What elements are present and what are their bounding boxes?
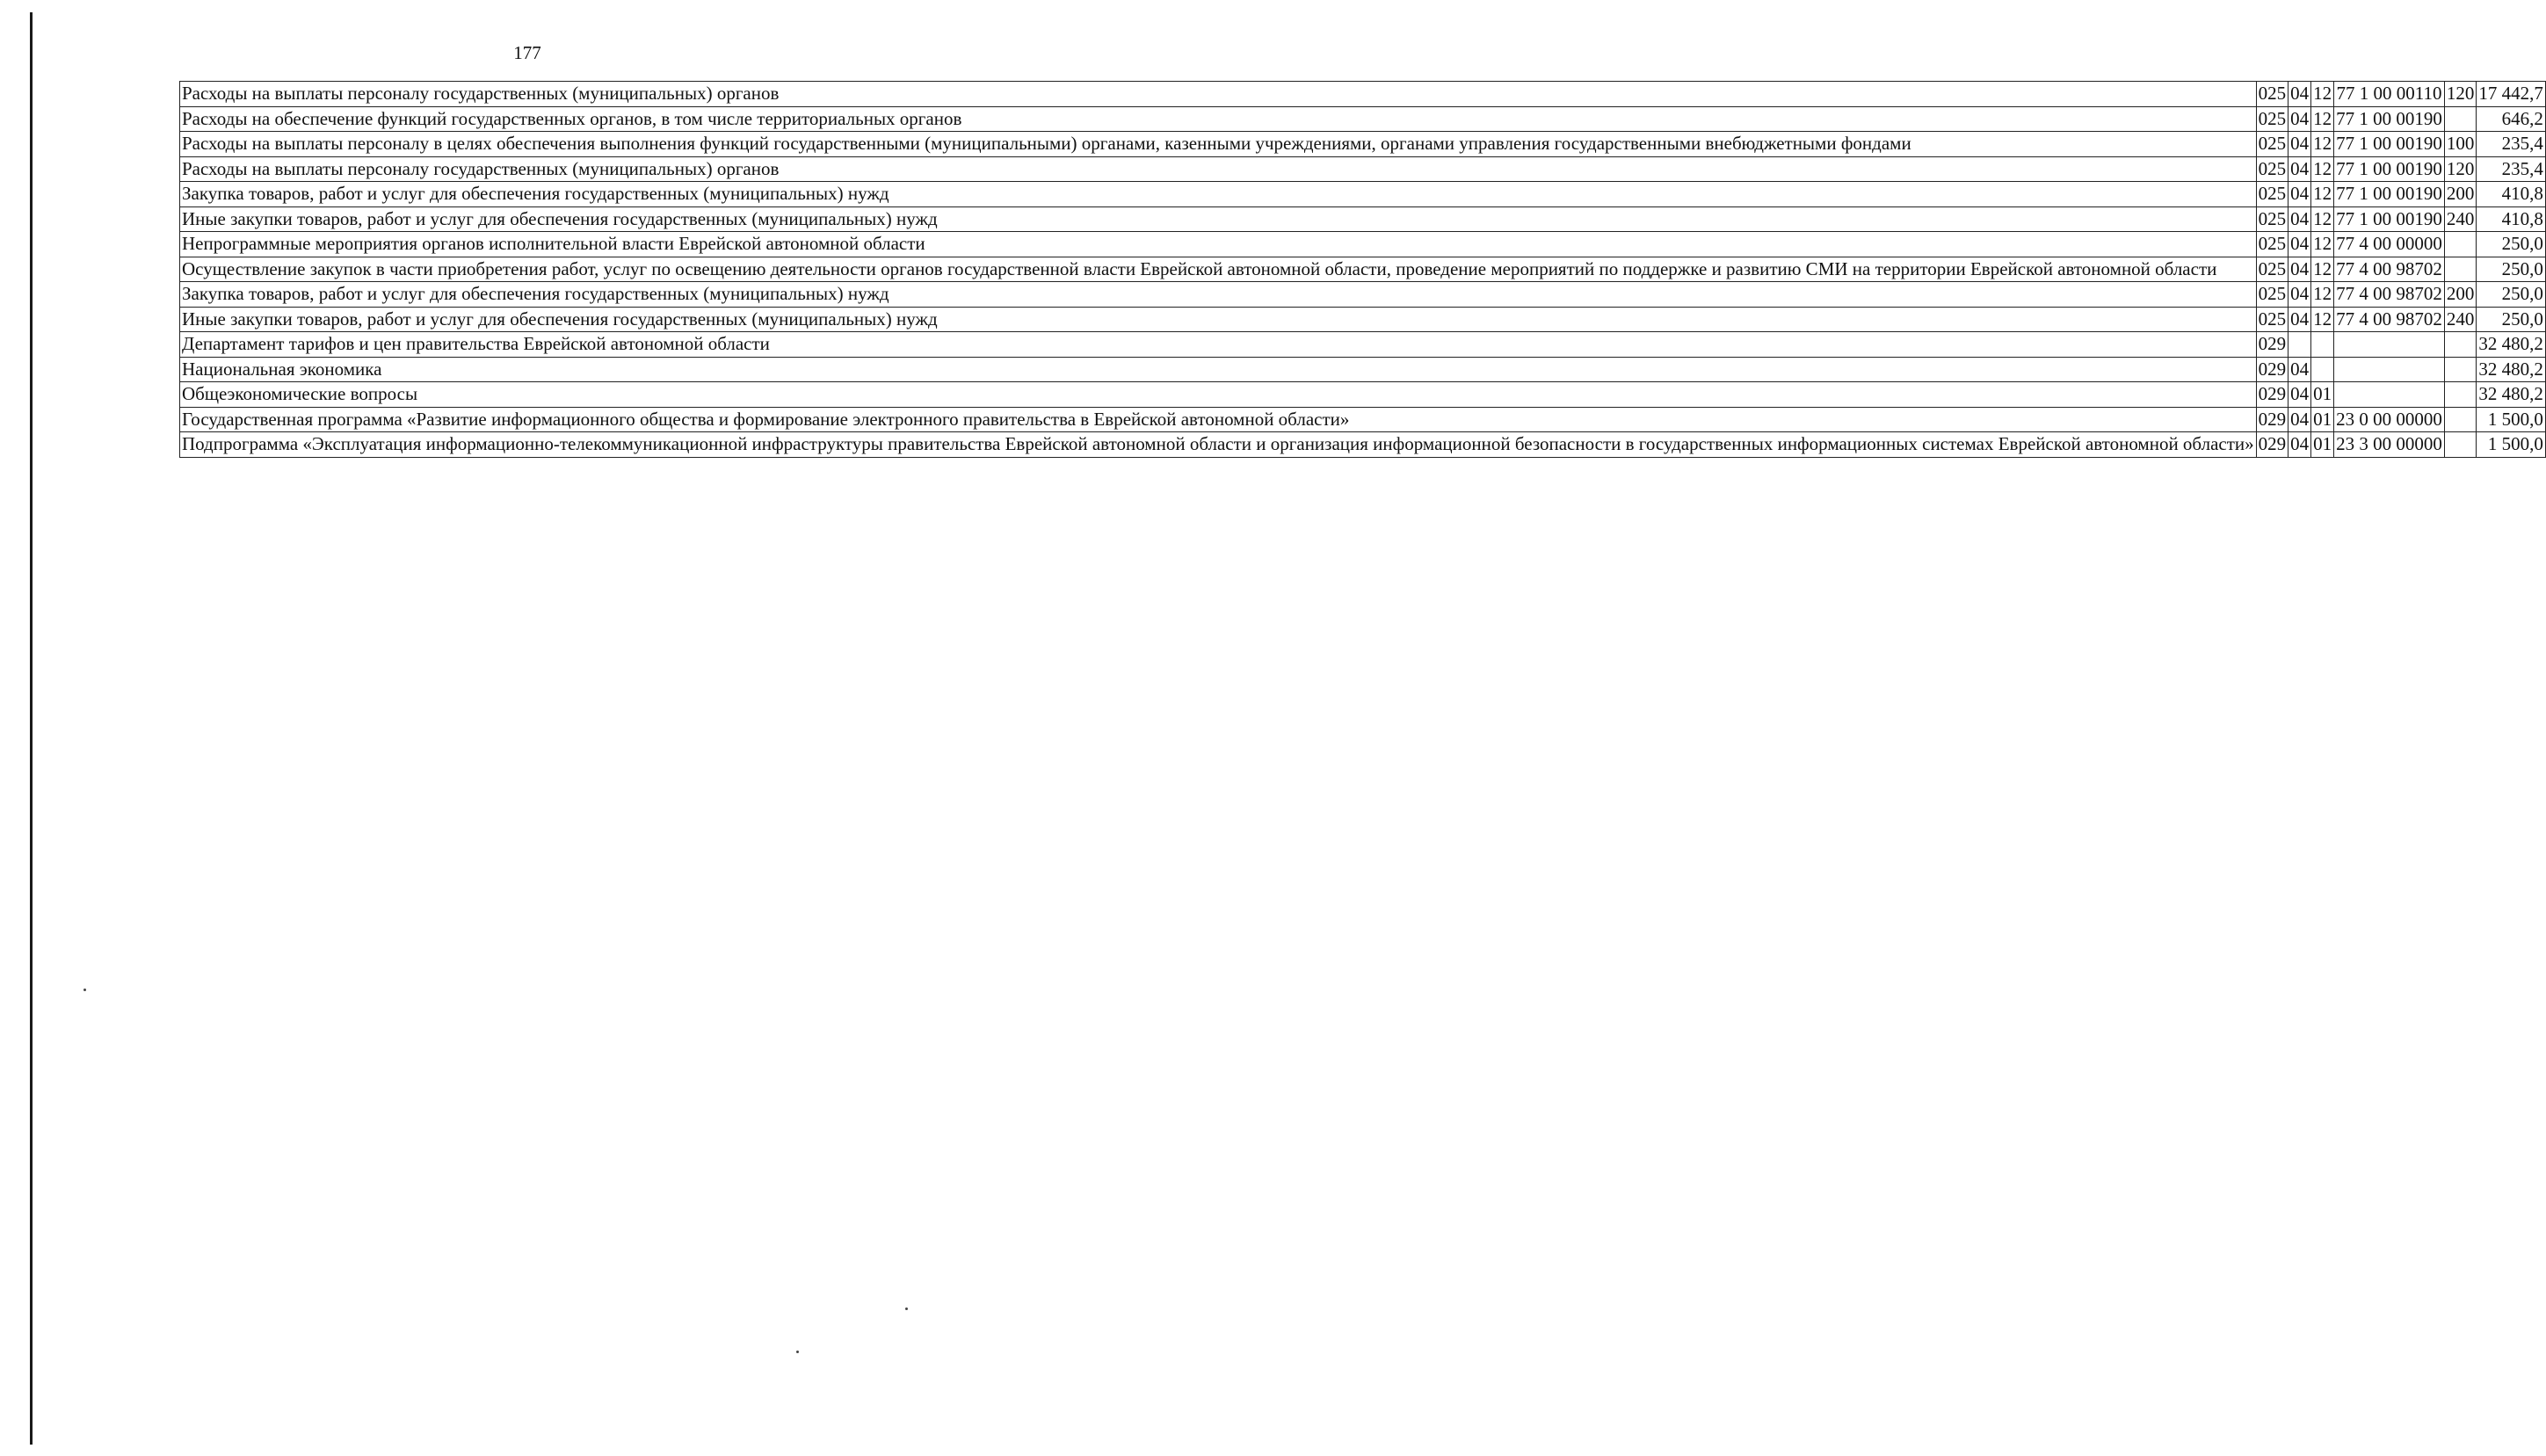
section-code-cell: 04 xyxy=(2288,182,2311,207)
table-row xyxy=(180,232,2546,257)
target-item-code-cell: 77 4 00 98702 xyxy=(2334,257,2445,282)
section-code-cell: 04 xyxy=(2288,307,2311,332)
grbs-code-cell: 025 xyxy=(2256,106,2288,132)
row-name-cell: Иные закупки товаров, работ и услуг для обеспечения государственных (муниципальных) нужд xyxy=(180,307,2257,332)
amount-cell: 32 480,2 xyxy=(2477,382,2546,408)
expense-type-cell xyxy=(2444,332,2477,358)
expense-type-cell xyxy=(2444,232,2477,257)
target-item-code-cell xyxy=(2334,382,2445,408)
amount-cell: 235,4 xyxy=(2477,132,2546,157)
target-item-code-cell xyxy=(2334,332,2445,358)
amount-cell: 410,8 xyxy=(2477,182,2546,207)
amount-cell: 1 500,0 xyxy=(2477,407,2546,432)
row-name-cell: Закупка товаров, работ и услуг для обеспечения государственных (муниципальных) нужд xyxy=(180,182,2257,207)
row-name-cell: Осуществление закупок в части приобретения работ, услуг по освещению деятельности органов государственной власти Еврейской автономной области, проведение мероприятий по поддержке и развитию СМИ на территории Еврейской автономной области xyxy=(180,257,2257,282)
row-name-cell: Непрограммные мероприятия органов исполнительной власти Еврейской автономной области xyxy=(180,232,2257,257)
row-name-cell: Расходы на выплаты персоналу государственных (муниципальных) органов xyxy=(180,82,2257,107)
expense-type-cell: 200 xyxy=(2444,182,2477,207)
target-item-code-cell: 77 1 00 00190 xyxy=(2334,182,2445,207)
amount-cell: 32 480,2 xyxy=(2477,332,2546,358)
expense-type-cell: 120 xyxy=(2444,156,2477,182)
amount-cell: 250,0 xyxy=(2477,232,2546,257)
amount-cell: 235,4 xyxy=(2477,156,2546,182)
grbs-code-cell: 025 xyxy=(2256,232,2288,257)
expense-type-cell: 100 xyxy=(2444,132,2477,157)
row-name-cell: Закупка товаров, работ и услуг для обеспечения государственных (муниципальных) нужд xyxy=(180,282,2257,308)
target-item-code-cell: 77 1 00 00190 xyxy=(2334,106,2445,132)
table-row xyxy=(180,382,2546,408)
row-name-cell: Национальная экономика xyxy=(180,357,2257,382)
row-name-cell: Подпрограмма «Эксплуатация информационно-телекоммуникационной инфраструктуры правительства Еврейской автономной области и организация информационной безопасности в государственных информационных системах Еврейской автономной области» xyxy=(180,432,2257,458)
section-code-cell: 04 xyxy=(2288,257,2311,282)
grbs-code-cell: 025 xyxy=(2256,132,2288,157)
target-item-code-cell: 77 1 00 00190 xyxy=(2334,156,2445,182)
target-item-code-cell: 77 1 00 00190 xyxy=(2334,132,2445,157)
page-number: 177 xyxy=(513,42,541,63)
expense-type-cell xyxy=(2444,357,2477,382)
amount-cell: 1 500,0 xyxy=(2477,432,2546,458)
target-item-code-cell: 77 1 00 00190 xyxy=(2334,206,2445,232)
budget-table xyxy=(179,81,2546,458)
subsection-code-cell: 01 xyxy=(2311,382,2334,408)
grbs-code-cell: 025 xyxy=(2256,257,2288,282)
table-row xyxy=(180,307,2546,332)
amount-cell: 32 480,2 xyxy=(2477,357,2546,382)
expense-type-cell: 120 xyxy=(2444,82,2477,107)
table-row xyxy=(180,257,2546,282)
subsection-code-cell xyxy=(2311,332,2334,358)
section-code-cell: 04 xyxy=(2288,282,2311,308)
section-code-cell: 04 xyxy=(2288,357,2311,382)
subsection-code-cell: 12 xyxy=(2311,206,2334,232)
target-item-code-cell: 77 4 00 00000 xyxy=(2334,232,2445,257)
subsection-code-cell: 12 xyxy=(2311,307,2334,332)
subsection-code-cell: 12 xyxy=(2311,132,2334,157)
grbs-code-cell: 029 xyxy=(2256,407,2288,432)
subsection-code-cell: 12 xyxy=(2311,232,2334,257)
section-code-cell: 04 xyxy=(2288,432,2311,458)
grbs-code-cell: 029 xyxy=(2256,332,2288,358)
subsection-code-cell: 12 xyxy=(2311,82,2334,107)
table-row xyxy=(180,182,2546,207)
expense-type-cell: 240 xyxy=(2444,307,2477,332)
expense-type-cell: 200 xyxy=(2444,282,2477,308)
amount-cell: 410,8 xyxy=(2477,206,2546,232)
grbs-code-cell: 029 xyxy=(2256,382,2288,408)
table-row xyxy=(180,156,2546,182)
subsection-code-cell: 01 xyxy=(2311,432,2334,458)
table-row xyxy=(180,282,2546,308)
section-code-cell: 04 xyxy=(2288,407,2311,432)
section-code-cell: 04 xyxy=(2288,382,2311,408)
amount-cell: 250,0 xyxy=(2477,282,2546,308)
expense-type-cell xyxy=(2444,106,2477,132)
row-name-cell: Иные закупки товаров, работ и услуг для обеспечения государственных (муниципальных) нужд xyxy=(180,206,2257,232)
row-name-cell: Департамент тарифов и цен правительства Еврейской автономной области xyxy=(180,332,2257,358)
subsection-code-cell: 12 xyxy=(2311,106,2334,132)
expense-type-cell xyxy=(2444,257,2477,282)
section-code-cell xyxy=(2288,332,2311,358)
grbs-code-cell: 025 xyxy=(2256,82,2288,107)
subsection-code-cell: 12 xyxy=(2311,257,2334,282)
expense-type-cell: 240 xyxy=(2444,206,2477,232)
grbs-code-cell: 025 xyxy=(2256,307,2288,332)
subsection-code-cell: 12 xyxy=(2311,282,2334,308)
target-item-code-cell: 77 1 00 00110 xyxy=(2334,82,2445,107)
target-item-code-cell: 23 0 00 00000 xyxy=(2334,407,2445,432)
scan-speck xyxy=(83,989,86,991)
grbs-code-cell: 025 xyxy=(2256,156,2288,182)
section-code-cell: 04 xyxy=(2288,106,2311,132)
subsection-code-cell xyxy=(2311,357,2334,382)
row-name-cell: Расходы на обеспечение функций государственных органов, в том числе территориальных органов xyxy=(180,106,2257,132)
grbs-code-cell: 025 xyxy=(2256,282,2288,308)
table-row xyxy=(180,357,2546,382)
target-item-code-cell xyxy=(2334,357,2445,382)
grbs-code-cell: 029 xyxy=(2256,357,2288,382)
table-row xyxy=(180,82,2546,107)
table-row xyxy=(180,432,2546,458)
section-code-cell: 04 xyxy=(2288,82,2311,107)
target-item-code-cell: 77 4 00 98702 xyxy=(2334,307,2445,332)
table-row xyxy=(180,106,2546,132)
amount-cell: 250,0 xyxy=(2477,307,2546,332)
subsection-code-cell: 12 xyxy=(2311,182,2334,207)
expense-type-cell xyxy=(2444,432,2477,458)
grbs-code-cell: 025 xyxy=(2256,182,2288,207)
grbs-code-cell: 025 xyxy=(2256,206,2288,232)
grbs-code-cell: 029 xyxy=(2256,432,2288,458)
target-item-code-cell: 77 4 00 98702 xyxy=(2334,282,2445,308)
scan-speck xyxy=(905,1308,908,1310)
subsection-code-cell: 12 xyxy=(2311,156,2334,182)
row-name-cell: Государственная программа «Развитие информационного общества и формирование электронного правительства в Еврейской автономной области» xyxy=(180,407,2257,432)
amount-cell: 250,0 xyxy=(2477,257,2546,282)
section-code-cell: 04 xyxy=(2288,232,2311,257)
row-name-cell: Расходы на выплаты персоналу государственных (муниципальных) органов xyxy=(180,156,2257,182)
scan-speck xyxy=(796,1351,799,1353)
scan-edge-line xyxy=(30,12,33,1445)
section-code-cell: 04 xyxy=(2288,206,2311,232)
table-row xyxy=(180,132,2546,157)
table-row xyxy=(180,407,2546,432)
section-code-cell: 04 xyxy=(2288,132,2311,157)
table-row xyxy=(180,332,2546,358)
amount-cell: 646,2 xyxy=(2477,106,2546,132)
amount-cell: 17 442,7 xyxy=(2477,82,2546,107)
table-row xyxy=(180,206,2546,232)
budget-table-body xyxy=(180,82,2546,458)
expense-type-cell xyxy=(2444,407,2477,432)
row-name-cell: Расходы на выплаты персоналу в целях обеспечения выполнения функций государственными (муниципальными) органами, казенными учреждениями, органами управления государственными внебюджетными фондами xyxy=(180,132,2257,157)
section-code-cell: 04 xyxy=(2288,156,2311,182)
target-item-code-cell: 23 3 00 00000 xyxy=(2334,432,2445,458)
subsection-code-cell: 01 xyxy=(2311,407,2334,432)
expense-type-cell xyxy=(2444,382,2477,408)
row-name-cell: Общеэкономические вопросы xyxy=(180,382,2257,408)
